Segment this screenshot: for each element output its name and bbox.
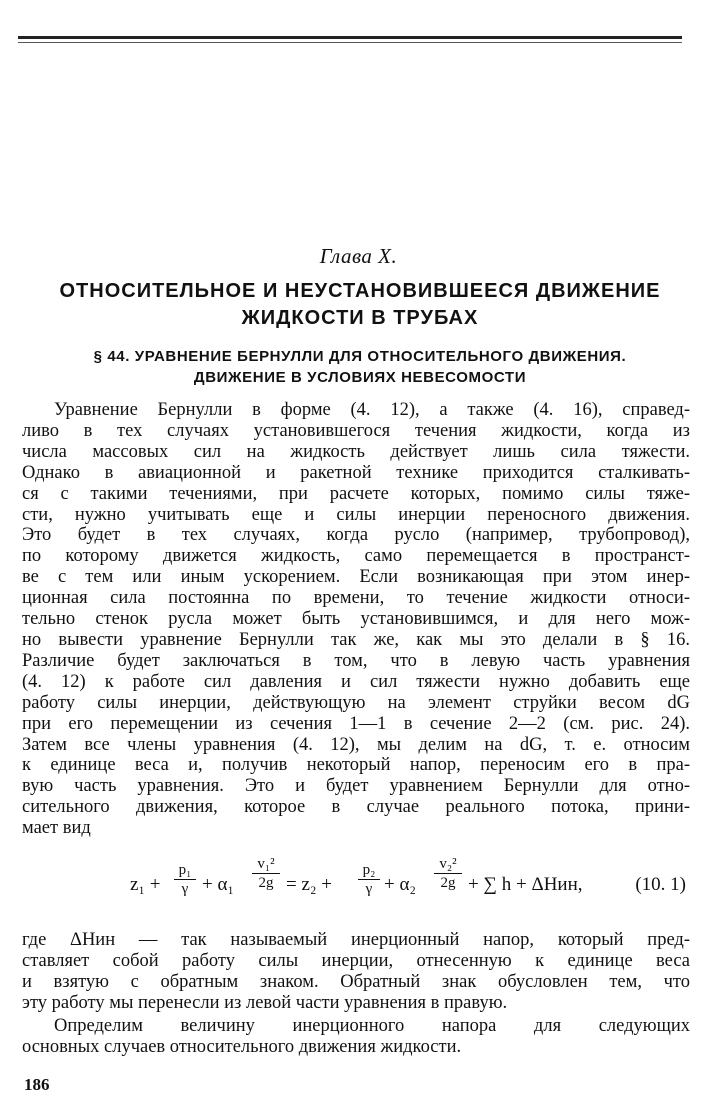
text-line: ливо в тех случаях установившегося течения жидкости, когда из: [22, 420, 690, 441]
formula-frac-v1-2g: [252, 856, 280, 891]
text-line: по которому движется жидкость, само перемещается в пространст-: [22, 546, 690, 567]
text-line: но вывести уравнение Бернулли так же, как мы это делали в § 16.: [22, 629, 690, 650]
paragraph-3: [22, 1016, 690, 1058]
text-line: ционная сила постоянна по времени, то течение жидкости относи-: [22, 588, 690, 609]
text-line: числа массовых сил на жидкость действует лишь сила тяжести.: [22, 441, 690, 462]
paragraph-2: [22, 930, 690, 1014]
text-line: Однако в авиационной и ракетной технике приходится сталкивать-: [22, 462, 690, 483]
formula-p2: p₂: [362, 862, 376, 878]
formula-alpha1: + α₁: [202, 874, 235, 895]
formula-alpha2: + α₂: [384, 874, 417, 895]
text-line: ся с такими течениями, при расчете которых, помимо силы тяже-: [22, 483, 690, 504]
text-line: мает вид: [22, 818, 91, 839]
text-line: к единице веса и, получив некоторый напор, переносим его в пра-: [22, 755, 690, 776]
text-line: Уравнение Бернулли в форме (4. 12), а также (4. 16), справед-: [54, 400, 690, 420]
text-line: сительного движения, которое в случае реального потока, прини-: [22, 797, 690, 818]
section-heading-line-1: § 44. УРАВНЕНИЕ БЕРНУЛЛИ ДЛЯ ОТНОСИТЕЛЬНОГО ДВИЖЕНИЯ.: [93, 348, 627, 365]
text-line: Это будет в тех случаях, когда русло (например, трубопровод),: [22, 525, 690, 546]
formula-tail: + ∑ h + ΔHин,: [468, 874, 583, 895]
formula-z1: z₁ +: [130, 874, 161, 895]
fraction-bar: [252, 873, 280, 874]
page-number: 186: [24, 1075, 50, 1094]
paragraph-1: [22, 400, 690, 839]
text-line: работу силы инерции, действующую на элемент струйки весом dG: [22, 692, 690, 713]
text-line: тельно стенок русла может быть установившимся, и для него мож-: [22, 609, 690, 630]
text-line: сти, нужно учитывать еще и силы инерции переносного движения.: [22, 504, 690, 525]
formula-2g: 2g: [258, 875, 274, 891]
text-line: где ΔHин — так называемый инерционный напор, который пред-: [22, 930, 690, 950]
text-line: основных случаев относительного движения жидкости.: [22, 1036, 462, 1057]
top-rule: [18, 36, 682, 39]
text-line: Определим величину инерционного напора для следующих: [54, 1016, 690, 1036]
chapter-heading: Глава X.: [319, 244, 398, 268]
formula-gamma: γ: [181, 881, 189, 897]
chapter-title-line-2: ЖИДКОСТИ В ТРУБАХ: [241, 307, 479, 329]
text-line: и взятую с обратным знаком. Обратный знак обусловлен тем, что: [22, 971, 690, 992]
bernoulli-equation: [130, 856, 700, 922]
fraction-bar: [358, 879, 380, 880]
fraction-bar: [434, 873, 462, 874]
text-line: ставляет собой работу силы инерции, отнесенную к единице веса: [22, 950, 690, 971]
formula-v2: v₂²: [439, 856, 457, 872]
formula-frac-p2-gamma: [358, 862, 380, 897]
text-line: Затем все члены уравнения (4. 12), мы делим на dG, т. е. относим: [22, 734, 690, 755]
chapter-title-line-1: ОТНОСИТЕЛЬНОЕ И НЕУСТАНОВИВШЕЕСЯ ДВИЖЕНИЕ: [59, 280, 661, 302]
formula-2g: 2g: [440, 875, 456, 891]
formula-frac-p1-gamma: [174, 862, 196, 897]
formula-v1: v₁²: [257, 856, 275, 872]
text-line: ве с тем или иным ускорением. Если возникающая при этом инер-: [22, 567, 690, 588]
equation-number: (10. 1): [635, 874, 686, 895]
formula-equals-z2: = z₂ +: [286, 874, 332, 895]
formula-p1: p₁: [178, 862, 192, 878]
formula-gamma: γ: [365, 881, 373, 897]
fraction-bar: [174, 879, 196, 880]
top-rule-thin: [18, 42, 682, 43]
text-line: вую часть уравнения. Это и будет уравнением Бернулли для отно-: [22, 776, 690, 797]
text-line: Различие будет заключаться в том, что в левую часть уравнения: [22, 650, 690, 671]
text-line: эту работу мы перенесли из левой части уравнения в правую.: [22, 992, 508, 1013]
text-line: (4. 12) к работе сил давления и сил тяжести нужно добавить еще: [22, 671, 690, 692]
chapter-title: [30, 278, 690, 332]
section-heading: [30, 346, 690, 388]
text-line: при его перемещении из сечения 1—1 в сечение 2—2 (см. рис. 24).: [22, 713, 690, 734]
section-heading-line-2: ДВИЖЕНИЕ В УСЛОВИЯХ НЕВЕСОМОСТИ: [193, 369, 527, 386]
formula-frac-v2-2g: [434, 856, 462, 891]
